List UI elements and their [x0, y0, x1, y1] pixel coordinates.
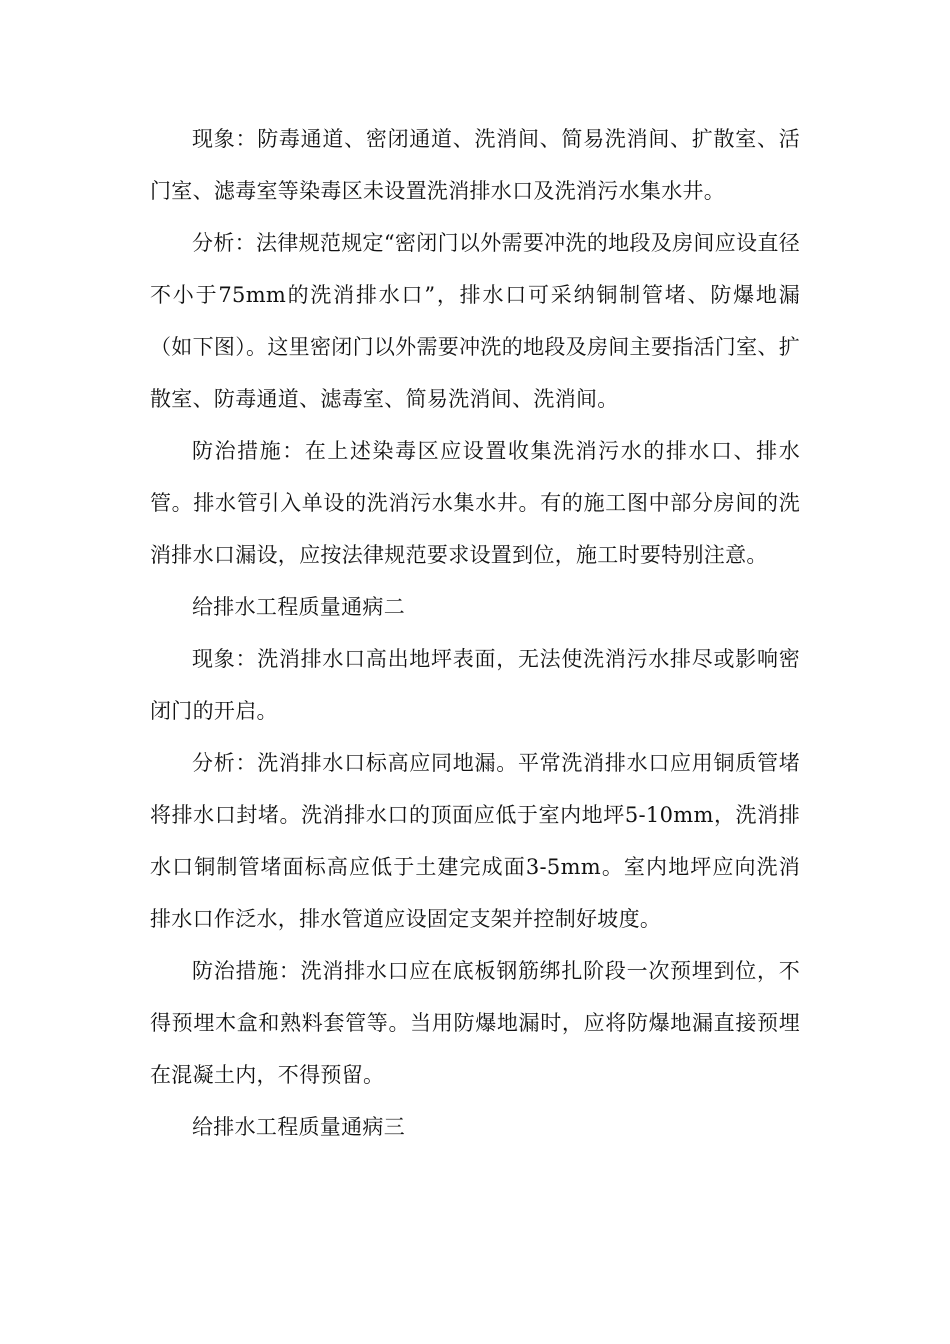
- section-heading-2: 给排水工程质量通病二: [192, 595, 405, 619]
- section-heading-3: 给排水工程质量通病三: [192, 1115, 405, 1139]
- paragraph-measures-1: 防治措施：在上述染毒区应设置收集洗消污水的排水口、排水管。排水管引入单设的洗消污水集水井。有的施工图中部分房间的洗消排水口漏设，应按法律规范要求设置到位，施工时要特别注意。: [150, 439, 800, 567]
- paragraph-phenomenon-2: 现象：洗消排水口高出地坪表面，无法使洗消污水排尽或影响密闭门的开启。: [150, 647, 800, 723]
- document-body: [150, 113, 800, 1153]
- paragraph-measures-2: 防治措施：洗消排水口应在底板钢筋绑扎阶段一次预埋到位，不得预埋木盒和熟料套管等。当用防爆地漏时，应将防爆地漏直接预埋在混凝土内，不得预留。: [150, 959, 800, 1087]
- paragraph-analysis-1: 分析：法律规范规定“密闭门以外需要冲洗的地段及房间应设直径不小于75mm的洗消排水口”，排水口可采纳铜制管堵、防爆地漏（如下图）。这里密闭门以外需要冲洗的地段及房间主要指活门室、扩散室、防毒通道、滤毒室、简易洗消间、洗消间。: [150, 231, 800, 411]
- paragraph-analysis-2: 分析：洗消排水口标高应同地漏。平常洗消排水口应用铜质管堵将排水口封堵。洗消排水口的顶面应低于室内地坪5-10mm，洗消排水口铜制管堵面标高应低于土建完成面3-5mm。室内地坪应向洗消排水口作泛水，排水管道应设固定支架并控制好坡度。: [150, 751, 800, 931]
- paragraph-phenomenon-1: 现象：防毒通道、密闭通道、洗消间、简易洗消间、扩散室、活门室、滤毒室等染毒区未设置洗消排水口及洗消污水集水井。: [150, 127, 800, 203]
